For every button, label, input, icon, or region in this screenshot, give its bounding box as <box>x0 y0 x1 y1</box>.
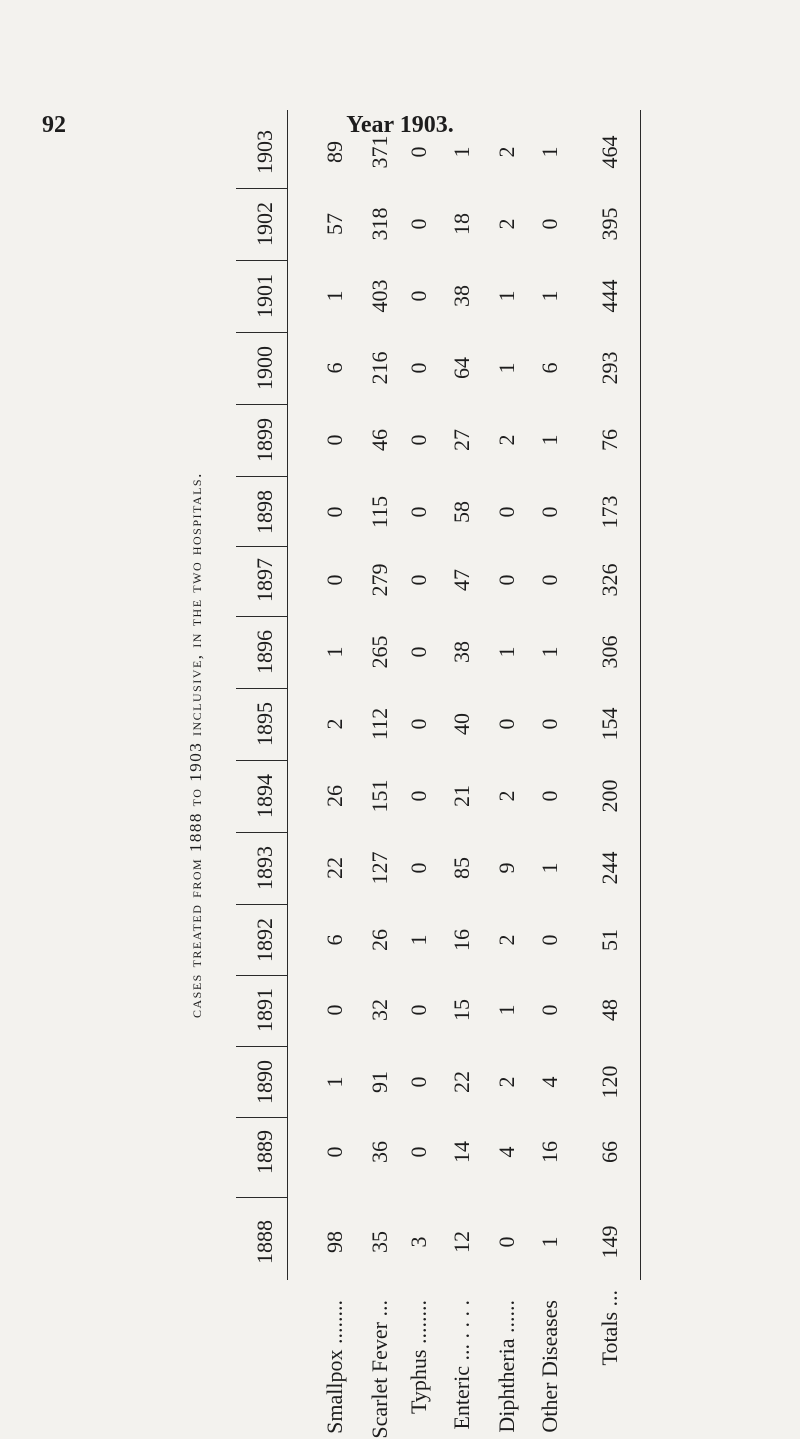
year-divider <box>236 1117 288 1118</box>
year-divider <box>236 688 288 689</box>
page-header: Year 1903. <box>346 112 454 138</box>
year-divider <box>236 616 288 617</box>
header-rule <box>287 110 288 1280</box>
caption-text: cases treated from 1888 to 1903 inclusive, in the two hospitals. <box>186 472 205 1018</box>
year-divider <box>236 832 288 833</box>
year-divider <box>236 1197 288 1198</box>
year-divider <box>236 1046 288 1047</box>
year-divider <box>236 332 288 333</box>
year-divider <box>236 260 288 261</box>
year-divider <box>236 476 288 477</box>
totals-rule <box>640 110 641 1280</box>
year-divider <box>236 546 288 547</box>
cases-table: 1888 1889 1890 1891 1892 1893 1894 1895 1896 1897 1898 1899 1900 1901 1902 1903 Smallpox ........ 98 0 1 0 6 22 26 2 1 0 0 0 6 1 57 89 Scarlet Fever ... 35 36 91 32 26 127 151 112 265 279 115 46 216 403 318 371 Typhus ........ 3 0 0 0 1 0 0 0 0 0 0 0 0 0 0 0 Enteric ... . . . . 12 14 22 15 16 85 21 40 38 47 58 27 64 38 18 1 Diphtheria ...... 0 4 2 1 2 9 2 0 1 0 0 2 1 1 2 2 Other Diseases 1 16 4 0 0 1 0 0 1 0 0 1 6 1 0 1 Totals ... 149 66 120 48 51 244 200 154 306 326 173 76 293 444 395 464 <box>0 0 800 1330</box>
year-divider <box>236 404 288 405</box>
year-divider <box>236 975 288 976</box>
year-divider <box>236 904 288 905</box>
year-divider <box>236 188 288 189</box>
page-number: 92 <box>42 112 66 138</box>
year-divider <box>236 760 288 761</box>
